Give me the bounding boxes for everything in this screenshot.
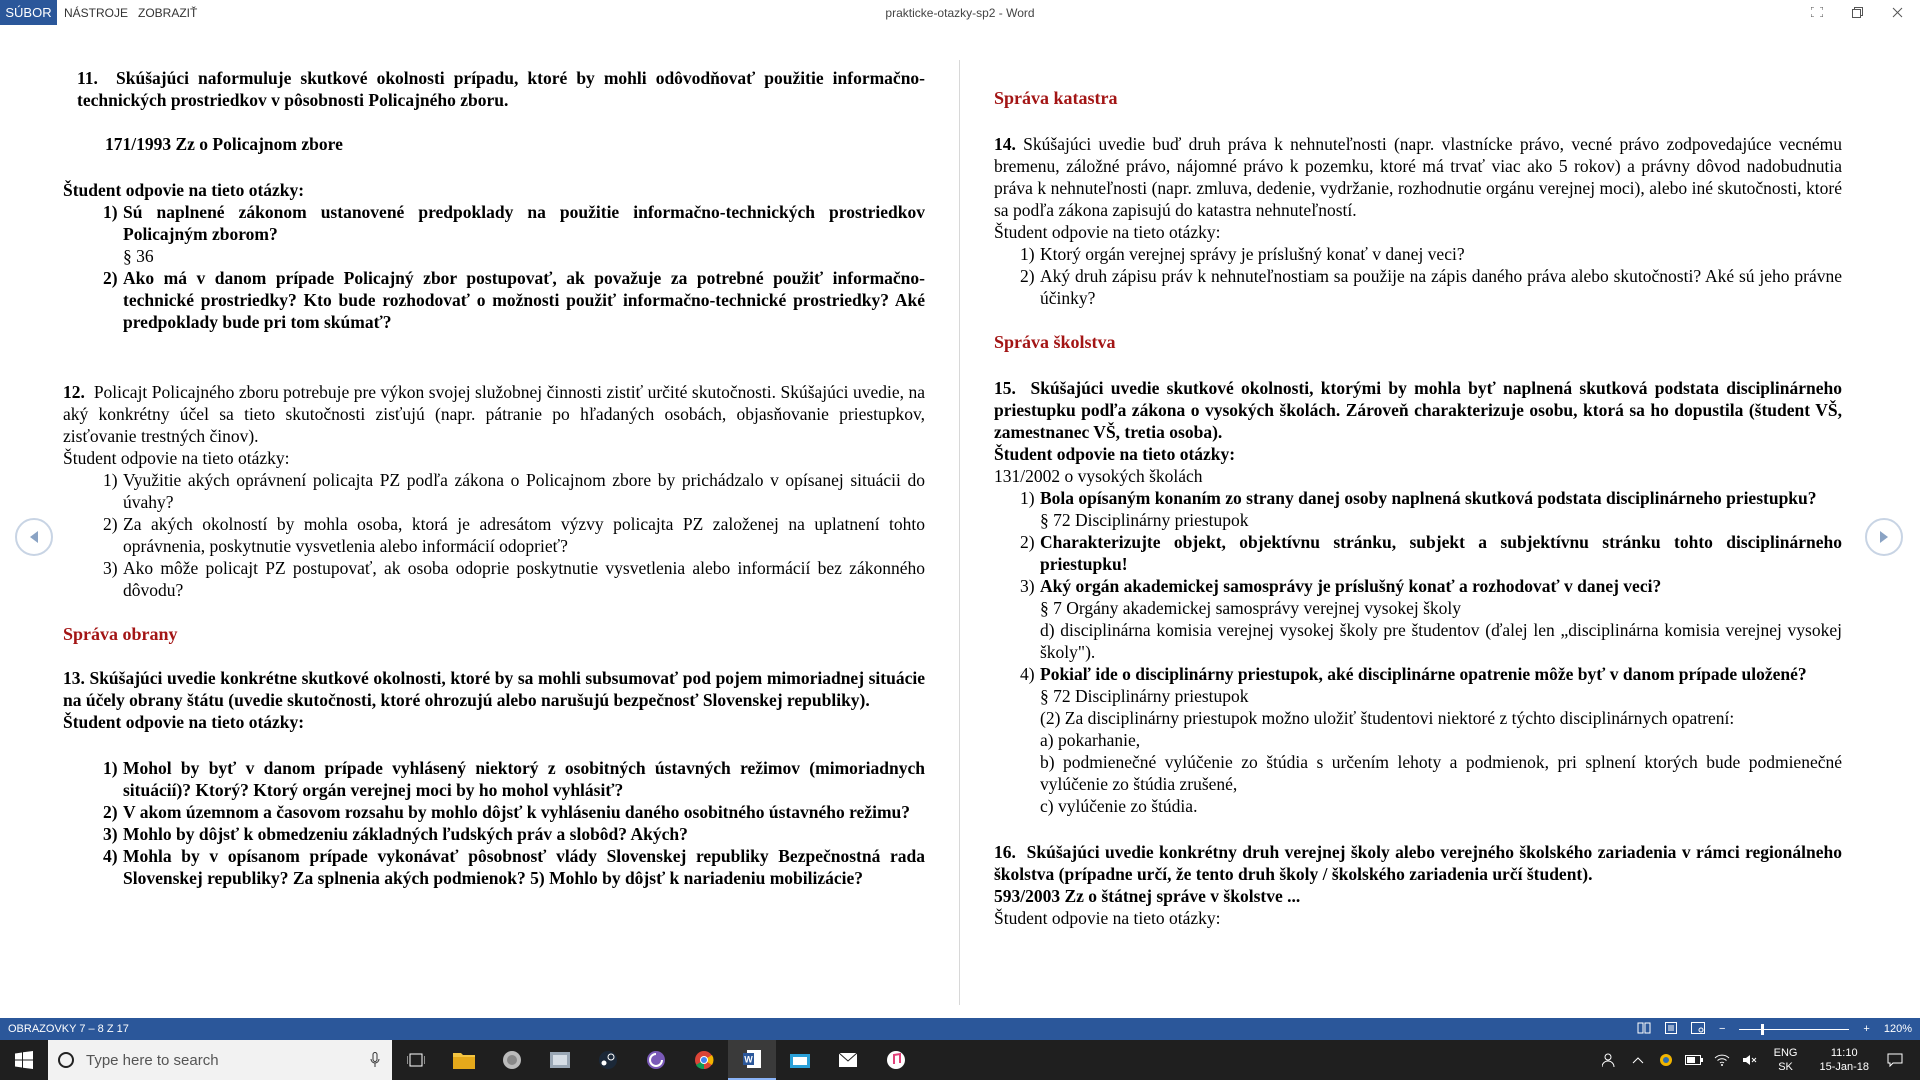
student-label: Študent odpovie na tieto otázky: <box>63 712 305 732</box>
question-list <box>103 469 925 601</box>
question-list <box>103 201 925 333</box>
document-area <box>0 25 1920 1018</box>
page-left <box>63 67 926 889</box>
list-item: 4) Pokiaľ ide o disciplinárny priestupok, aké disciplinárne opatrenie môže byť v danom prípade uložené? § 72 Disciplinárny priestupok (2) Za disciplinárny priestupok možno uložiť študentovi niektoré z týchto disciplinárnych opatrení: a) pokarhanie, b) podmienečné vylúčenie zo štúdia s určením lehoty a podmienok, pri splnení ktorých bude podmienečné vylúčenie zo štúdia zrušené, c) vylúčenie zo štúdia. <box>1020 664 1842 816</box>
law-reference: 171/1993 Zz o Policajnom zbore <box>105 134 343 154</box>
question-list <box>1020 243 1842 309</box>
question-number: 11. <box>77 68 98 88</box>
question-16: 16. Skúšajúci uvedie konkrétny druh verejnej školy alebo verejného školského zariadenia v rámci regionálneho školstva (prípadne určí, že tento druh školy / školského zariadenia určí študent). <box>994 842 1842 884</box>
list-item: 4) Mohla by v opísanom prípade vykonávať pôsobnosť vlády Slovenskej republiky Bezpečnostná rada Slovenskej republiky? Za splnenia akých podmienok? 5) Mohlo by dôjsť k nariadeniu mobilizácie? <box>103 846 925 888</box>
list-item: 2) V akom územnom a časovom rozsahu by mohlo dôjsť k vyhláseniu daného osobitného ústavného režimu? <box>103 802 911 822</box>
itunes-icon[interactable] <box>872 1040 920 1080</box>
system-tray <box>1596 1040 1920 1080</box>
question-list <box>1020 487 1842 817</box>
photos-app-icon[interactable] <box>536 1040 584 1080</box>
question-15: 15. Skúšajúci uvedie skutkové okolnosti, ktorými by mohla byť naplnená skutková podstata disciplinárneho priestupku podľa zákona o vysokých školách. Zároveň charakterizuje osobu, ktorá sa ho dopustila (študent VŠ, zamestnanec VŠ, tretia osoba). <box>994 378 1842 442</box>
menu-view[interactable]: ZOBRAZIŤ <box>138 5 198 20</box>
windows-start-icon[interactable] <box>0 1040 48 1080</box>
tray-app-icon[interactable] <box>1655 1053 1677 1067</box>
keyboard-layout: SK <box>1778 1061 1793 1073</box>
previous-page-button[interactable] <box>15 518 53 556</box>
list-item: 2) Aký druh zápisu práv k nehnuteľnostiam sa použije na zápis daného práva alebo skutočnosti? Aké sú jeho právne účinky? <box>1020 266 1842 308</box>
student-label: Študent odpovie na tieto otázky: <box>994 444 1236 464</box>
clock-date: 15-Jan-18 <box>1819 1061 1869 1073</box>
window-title: prakticke-otazky-sp2 - Word <box>885 6 1035 20</box>
law-reference: 131/2002 o vysokých školách <box>994 466 1203 486</box>
volume-muted-icon[interactable] <box>1739 1054 1761 1066</box>
law-reference: 593/2003 Zz o štátnej správe v školstve ... <box>994 886 1301 906</box>
close-icon[interactable] <box>1884 2 1910 22</box>
restore-icon[interactable] <box>1844 2 1870 22</box>
read-mode-icon[interactable] <box>1637 1022 1651 1037</box>
question-13: 13. Skúšajúci uvedie konkrétne skutkové okolnosti, ktoré by sa mohli subsumovať pod pojem mimoriadnej situácie na účely obrany štátu (uvedie skutočnosti, ktoré ohrozujú alebo narušujú bezpečnosť Slovenskej republiky). <box>63 668 925 710</box>
list-item: 1) Ktorý orgán verejnej správy je príslušný konať v danej veci? <box>1020 244 1465 264</box>
chevron-up-icon[interactable] <box>1627 1056 1649 1064</box>
clock[interactable] <box>1819 1046 1869 1074</box>
zoom-in-button[interactable]: + <box>1863 1023 1870 1035</box>
web-layout-icon[interactable] <box>1691 1022 1705 1037</box>
word-icon[interactable] <box>728 1040 776 1080</box>
list-item: 1) Mohol by byť v danom prípade vyhlásený niektorý z osobitných ústavných režimov (mimoriadnych situácií)? Ktorý? Ktorý orgán verejnej moci by ho mohol vyhlásiť? <box>103 758 925 800</box>
student-label: Študent odpovie na tieto otázky: <box>63 448 290 468</box>
section-heading-obrany: Správa obrany <box>63 624 178 644</box>
wifi-icon[interactable] <box>1711 1054 1733 1066</box>
language-indicator[interactable] <box>1774 1046 1798 1074</box>
list-item: 3) Aký orgán akademickej samosprávy je príslušný konať a rozhodovať v danej veci? § 7 Orgány akademickej samosprávy verejnej vysokej školy d) disciplinárna komisia verejnej vysokej školy pre študentov (ďalej len „disciplinárna komisia verejnej vysokej školy"). <box>1020 576 1842 662</box>
list-item: 3) Ako môže policajt PZ postupovať, ak osoba odoprie poskytnutie vysvetlenia alebo informácií bez zákonného dôvodu? <box>103 558 925 600</box>
page-right <box>994 87 1842 929</box>
list-item: 1) Sú naplnené zákonom ustanovené predpoklady na použitie informačno-technických prostriedkov Policajným zborom? § 36 <box>103 202 925 266</box>
list-item: 2) Ako má v danom prípade Policajný zbor postupovať, ak považuje za potrebné použiť informačno-technické prostriedky? Kto bude rozhodovať o možnosti použiť informačno-technické prostriedky? Aké predpoklady bude pri tom skúmať? <box>103 268 925 332</box>
list-item: 2) Za akých okolností by mohla osoba, ktorá je adresátom výzvy policajta PZ založenej na uplatnení tohto oprávnenia, poskytnutie vysvetlenia alebo informácií odoprieť? <box>103 514 925 556</box>
microphone-icon[interactable] <box>370 1052 380 1072</box>
store-icon[interactable] <box>776 1040 824 1080</box>
question-11 <box>77 67 925 111</box>
question-12: 12. Policajt Policajného zboru potrebuje pre výkon svojej služobnej činnosti zistiť určité skutočnosti. Skúšajúci uvedie, na aký konkrétny účel sa tieto skutočnosti zisťujú (napr. pátranie po hľadaných osobách, objasňovanie priestupkov, zisťovanie trestných činov). <box>63 382 925 446</box>
cortana-icon <box>58 1052 74 1068</box>
question-list <box>103 757 925 889</box>
ribbon-bar <box>0 0 1920 25</box>
people-icon[interactable] <box>1599 1053 1621 1067</box>
menu-file[interactable]: SÚBOR <box>0 0 57 25</box>
student-label: Študent odpovie na tieto otázky: <box>63 180 305 200</box>
file-explorer-icon[interactable] <box>440 1040 488 1080</box>
svg-text:W: W <box>744 1054 753 1065</box>
fullscreen-icon[interactable] <box>1804 2 1830 22</box>
student-label: Študent odpovie na tieto otázky: <box>994 222 1221 242</box>
clock-time: 11:10 <box>1830 1047 1858 1059</box>
list-item: 2) Charakterizujte objekt, objektívnu stránku, subjekt a subjektívnu stránku tohto disciplinárneho priestupku! <box>1020 532 1842 574</box>
zoom-slider[interactable] <box>1739 1029 1849 1030</box>
search-placeholder: Type here to search <box>86 1051 219 1069</box>
zoom-level[interactable]: 120% <box>1883 1023 1912 1035</box>
taskbar-search[interactable] <box>48 1040 392 1080</box>
language-code: ENG <box>1773 1047 1798 1059</box>
print-layout-icon[interactable] <box>1665 1022 1677 1037</box>
section-heading-skolstva: Správa školstva <box>994 332 1116 352</box>
globe-app-icon[interactable] <box>488 1040 536 1080</box>
battery-icon[interactable] <box>1683 1055 1705 1065</box>
list-item: 3) Mohlo by dôjsť k obmedzeniu základných ľudských práv a slobôd? Akých? <box>103 824 688 844</box>
menu-tools[interactable]: NÁSTROJE <box>64 5 129 20</box>
task-view-icon[interactable] <box>392 1040 440 1080</box>
chrome-icon[interactable] <box>680 1040 728 1080</box>
list-item: 1) Využitie akých oprávnení policajta PZ podľa zákona o Policajnom zbore by prichádzalo v opísanej situácii do úvahy? <box>103 470 925 512</box>
status-bar <box>0 1018 1920 1040</box>
steam-icon[interactable] <box>584 1040 632 1080</box>
list-item: 1) Bola opísaným konaním zo strany danej osoby naplnená skutková podstata disciplinárneho priestupku? § 72 Disciplinárny priestupok <box>1020 488 1817 530</box>
notification-icon[interactable] <box>1884 1053 1906 1067</box>
student-label: Študent odpovie na tieto otázky: <box>994 908 1221 928</box>
taskbar <box>0 1040 1920 1080</box>
question-text: Skúšajúci naformuluje skutkové okolnosti prípadu, ktoré by mohli odôvodňovať použitie informačno-technických prostriedkov v pôsobnosti Policajného zboru. <box>77 68 926 110</box>
app-spiral-icon[interactable] <box>632 1040 680 1080</box>
mail-icon[interactable] <box>824 1040 872 1080</box>
page-count: OBRAZOVKY 7 – 8 Z 17 <box>8 1023 129 1035</box>
zoom-out-button[interactable]: − <box>1718 1023 1726 1035</box>
section-heading-katastra: Správa katastra <box>994 88 1118 108</box>
page-divider <box>959 60 960 1005</box>
question-14: 14. Skúšajúci uvedie buď druh práva k nehnuteľnosti (napr. vlastnícke právo, vecné právo zodpovedajúce vecnému bremenu, záložné právo, nájomné právo k pozemku, ktoré má trvať viac ako 5 rokov) a právny dôvod nadobudnutia práva k nehnuteľnosti (napr. zmluva, dedenie, vydržanie, rozhodnutie orgánu verejnej moci), alebo iné skutočnosti, ktoré sa podľa zákona zapisujú do katastra nehnuteľností. <box>994 134 1842 220</box>
next-page-button[interactable] <box>1865 518 1903 556</box>
